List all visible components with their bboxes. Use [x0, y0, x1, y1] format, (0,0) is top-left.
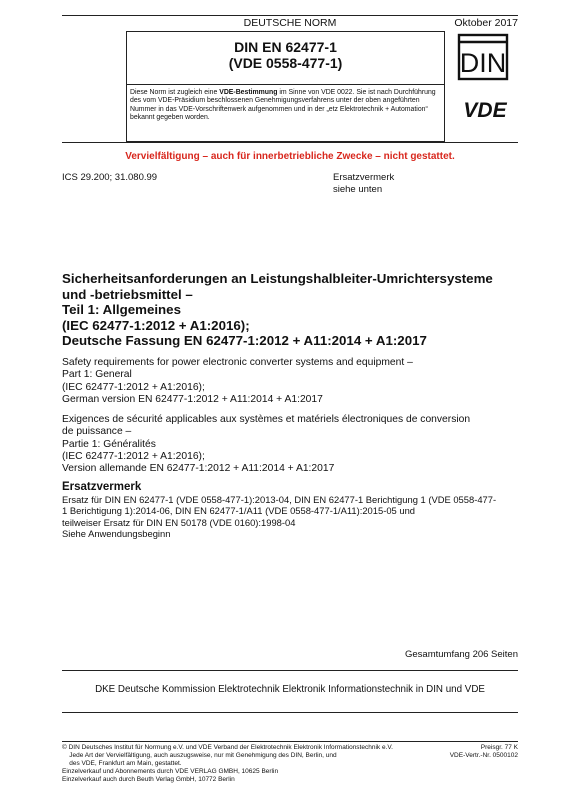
- footer-line: des VDE, Frankfurt am Main, gestattet.: [62, 760, 182, 768]
- ersatzvermerk-ref-line2: siehe unten: [333, 184, 383, 195]
- total-pages: Gesamtumfang 206 Seiten: [404, 649, 518, 660]
- german-title-line: (IEC 62477-1:2012 + A1:2016);: [62, 317, 250, 333]
- ics-code: ICS 29.200; 31.080.99: [62, 172, 158, 183]
- french-title-line: (IEC 62477-1:2012 + A1:2016);: [62, 450, 205, 462]
- ersatzvermerk-line: teilweiser Ersatz für DIN EN 50178 (VDE 0160):1998-04: [62, 516, 296, 528]
- ersatzvermerk-ref-line1: Ersatzvermerk: [333, 172, 395, 183]
- footer-line: Jede Art der Vervielfältigung, auch auszugsweise, nur mit Genehmigung des DIN, Berlin, und: [62, 752, 337, 760]
- dke-statement: DKE Deutsche Kommission Elektrotechnik Elektronik Informationstechnik in DIN und VDE: [95, 684, 485, 695]
- ersatzvermerk-line: Ersatz für DIN EN 62477-1 (VDE 0558-477-1):2013-04, DIN EN 62477-1 Berichtigung 1 (VDE 0558-477-: [62, 494, 497, 505]
- document-number: [126, 39, 445, 71]
- price-group: Preisgr. 77 K: [480, 744, 518, 751]
- english-title-line: German version EN 62477-1:2012 + A11:2014 + A1:2017: [62, 393, 323, 405]
- vde-statement-post: im Sinne von VDE 0022. Sie ist nach Durchführung des vom VDE-Präsidium beschlossenen Genehmigungsverfahrens unter der oben angeführten Nummer in das VDE-Vorschriftenwerk aufgenommen und in der „etz Elektrotechnik + Automation“ bekannt gegeben worden.: [130, 89, 436, 122]
- copy-warning: Vervielfältigung – auch für innerbetriebliche Zwecke – nicht gestattet.: [125, 151, 455, 162]
- vde-distribution-number: VDE-Vertr.-Nr. 0500102: [449, 752, 518, 760]
- ersatzvermerk-line: Siehe Anwendungsbeginn: [62, 528, 171, 540]
- english-title-line: (IEC 62477-1:2012 + A1:2016);: [62, 381, 205, 393]
- footer-line: Einzelverkauf auch durch Beuth Verlag GmbH, 10772 Berlin: [62, 776, 235, 784]
- footer-price-info: [450, 744, 518, 760]
- french-title: [62, 414, 522, 475]
- header-rule: [62, 15, 518, 16]
- english-title: [62, 357, 522, 406]
- ersatzvermerk-line: 1 Berichtigung 1):2014-06, DIN EN 62477-1/A11 (VDE 0558-477-1/A11):2015-05 und: [62, 505, 415, 517]
- separator-top: [62, 142, 518, 143]
- german-title-line: und -betriebsmittel –: [62, 286, 193, 302]
- vde-statement-bold: VDE-Bestimmung: [219, 89, 278, 96]
- vde-logo-text: VDE: [463, 100, 507, 120]
- english-title-line: Part 1: General: [62, 369, 132, 381]
- norm-type: DEUTSCHE NORM: [243, 17, 337, 29]
- din-logo-text: DIN: [459, 48, 507, 78]
- german-title: [62, 271, 522, 349]
- ersatzvermerk-body: [62, 494, 520, 540]
- vde-logo: [452, 100, 518, 120]
- vde-statement: [130, 89, 442, 123]
- german-title-line: Deutsche Fassung EN 62477-1:2012 + A11:2014 + A1:2017: [62, 333, 427, 348]
- vde-number: (VDE 0558-477-1): [228, 55, 343, 71]
- german-title-line: Sicherheitsanforderungen an Leistungshalbleiter-Umrichtersysteme: [62, 271, 493, 286]
- ersatzvermerk-heading: Ersatzvermerk: [62, 481, 142, 493]
- footer-line: Einzelverkauf und Abonnements durch VDE VERLAG GMBH, 10625 Berlin: [62, 768, 279, 776]
- french-title-line: Version allemande EN 62477-1:2012 + A11:2014 + A1:2017: [62, 463, 335, 475]
- footer-copyright: [62, 744, 457, 784]
- french-title-line: de puissance –: [62, 426, 132, 438]
- publication-date: Oktober 2017: [454, 17, 518, 29]
- vde-statement-pre: Diese Norm ist zugleich eine: [130, 89, 220, 96]
- din-number: DIN EN 62477-1: [234, 39, 337, 55]
- french-title-line: Partie 1: Généralités: [62, 438, 156, 450]
- german-title-line: Teil 1: Allgemeines: [62, 302, 181, 317]
- footer-line: © DIN Deutsches Institut für Normung e.V. und VDE Verband der Elektrotechnik Elektronik Informationstechnik e.V.: [62, 744, 393, 751]
- separator-dke-top: [62, 670, 518, 671]
- french-title-line: Exigences de sécurité applicables aux systèmes et matériels électroniques de conversion: [62, 414, 471, 425]
- separator-footer: [62, 741, 518, 742]
- english-title-line: Safety requirements for power electronic converter systems and equipment –: [62, 357, 413, 368]
- ersatzvermerk-reference: [333, 172, 394, 196]
- separator-dke-bottom: [62, 712, 518, 713]
- din-logo: [453, 33, 513, 81]
